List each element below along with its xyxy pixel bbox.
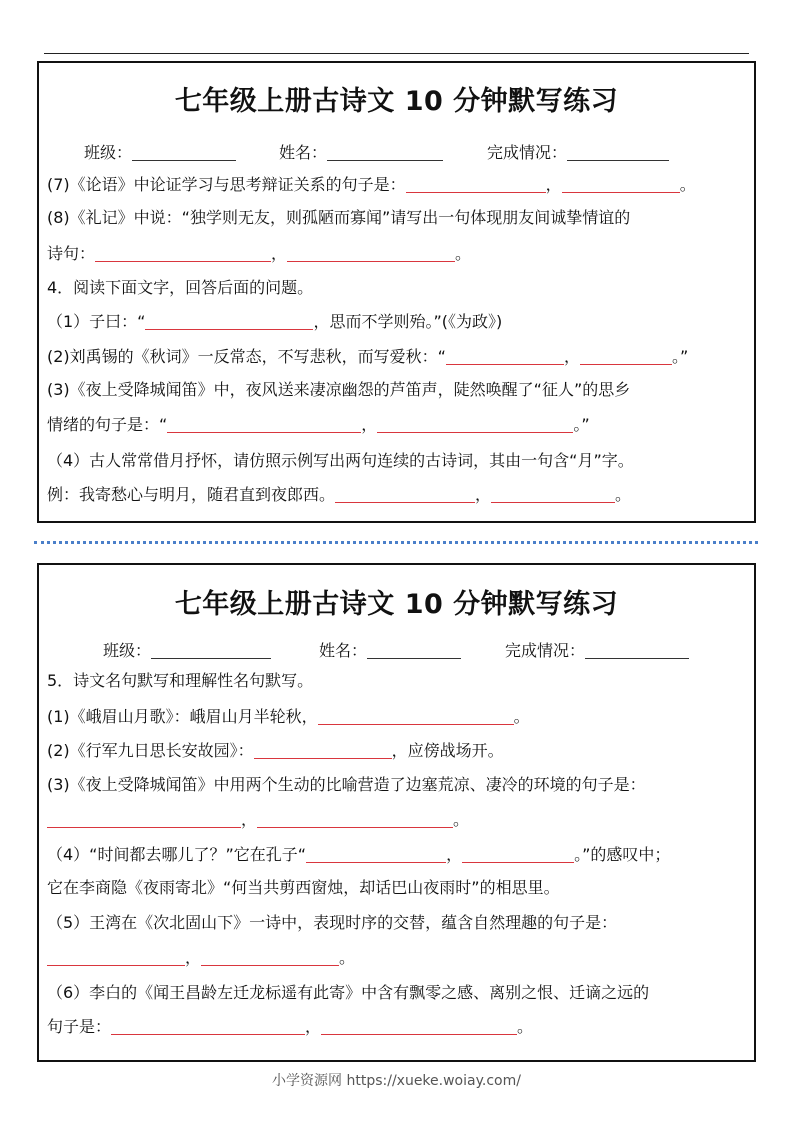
status-blank[interactable]: [585, 642, 689, 659]
question-4-3-line-1: (3)《夜上受降城闻笛》中，夜风送来凄凉幽怨的芦笛声，陡然唤醒了“征人”的思乡: [47, 380, 631, 399]
worksheet-panel-2: [37, 563, 756, 1062]
question-4-1: （1）子曰：“ ，思而不学则殆。”(《为政》): [47, 312, 503, 331]
name-blank[interactable]: [327, 144, 443, 161]
status-blank[interactable]: [567, 144, 669, 161]
question-5-6-line-1: （6）李白的《闻王昌龄左迁龙标遥有此寄》中含有飘零之感、离别之恨、迁谪之远的: [47, 983, 650, 1002]
class-field[interactable]: 班级：: [103, 638, 271, 661]
answer-blank[interactable]: [406, 176, 546, 193]
question-5-4-line-2: 它在李商隐《夜雨寄北》“何当共剪西窗烛，却话巴山夜雨时”的相思里。: [47, 878, 560, 897]
answer-blank[interactable]: [318, 708, 514, 725]
answer-blank[interactable]: [257, 811, 453, 828]
answer-blank[interactable]: [446, 348, 564, 365]
question-5-4-line-1: （4）“时间都去哪儿了？”它在孔子“ ， 。”的感叹中；: [47, 845, 671, 864]
answer-blank[interactable]: [335, 486, 475, 503]
answer-blank[interactable]: [201, 949, 339, 966]
answer-blank[interactable]: [306, 846, 446, 863]
answer-blank[interactable]: [287, 245, 455, 262]
answer-blank[interactable]: [95, 245, 271, 262]
name-field[interactable]: 姓名：: [319, 638, 461, 661]
question-5-2: (2)《行军九日思长安故园》： ，应傍战场开。: [47, 741, 504, 760]
top-rule: [44, 53, 749, 54]
answer-blank[interactable]: [491, 486, 615, 503]
question-5-5-line-1: （5）王湾在《次北固山下》一诗中，表现时序的交替，蕴含自然理趣的句子是：: [47, 913, 618, 932]
question-4-3-line-2: 情绪的句子是：“ ， 。”: [47, 415, 590, 434]
question-5-1: (1)《峨眉山月歌》：峨眉山月半轮秋， 。: [47, 707, 530, 726]
question-8-line-2: 诗句： ， 。: [47, 244, 472, 263]
page-title: 七年级上册古诗文 10 分钟默写练习: [174, 589, 619, 620]
status-field[interactable]: 完成情况：: [505, 638, 689, 661]
answer-blank[interactable]: [580, 348, 672, 365]
name-blank[interactable]: [367, 642, 461, 659]
dotted-divider: [34, 541, 758, 544]
question-5-6-line-2: 句子是： ， 。: [47, 1017, 534, 1036]
answer-blank[interactable]: [462, 846, 574, 863]
answer-blank[interactable]: [321, 1018, 517, 1035]
question-7: (7)《论语》中论证学习与思考辩证关系的句子是： ， 。: [47, 175, 696, 194]
answer-blank[interactable]: [47, 949, 185, 966]
status-field[interactable]: 完成情况：: [487, 140, 669, 163]
class-blank[interactable]: [132, 144, 236, 161]
answer-blank[interactable]: [562, 176, 680, 193]
question-4-2: (2)刘禹锡的《秋词》一反常态，不写悲秋，而写爱秋：“ ， 。”: [47, 347, 689, 366]
question-4-4-line-1: （4）古人常常借月抒怀，请仿照示例写出两句连续的古诗词，其由一句含“月”字。: [47, 451, 634, 470]
class-field[interactable]: 班级：: [84, 140, 236, 163]
section-4-heading: 4．阅读下面文字，回答后面的问题。: [47, 278, 314, 297]
footer-watermark: 小学资源网 https://xueke.woiay.com/: [272, 1073, 521, 1089]
question-8-line-1: (8)《礼记》中说：“独学则无友，则孤陋而寡闻”请写出一句体现朋友间诚挚情谊的: [47, 208, 631, 227]
question-5-3-line-1: (3)《夜上受降城闻笛》中用两个生动的比喻营造了边塞荒凉、凄冷的环境的句子是：: [47, 775, 646, 794]
worksheet-panel-1: [37, 61, 756, 523]
answer-blank[interactable]: [145, 313, 313, 330]
question-5-3-line-2: ， 。: [47, 810, 469, 830]
class-blank[interactable]: [151, 642, 271, 659]
page-title: 七年级上册古诗文 10 分钟默写练习: [174, 86, 619, 117]
question-5-5-line-2: ， 。: [47, 948, 355, 968]
section-5-heading: 5．诗文名句默写和理解性名句默写。: [47, 671, 314, 690]
answer-blank[interactable]: [111, 1018, 305, 1035]
answer-blank[interactable]: [377, 416, 573, 433]
answer-blank[interactable]: [47, 811, 241, 828]
answer-blank[interactable]: [254, 742, 392, 759]
name-field[interactable]: 姓名：: [279, 140, 443, 163]
answer-blank[interactable]: [167, 416, 361, 433]
question-4-4-line-2: 例：我寄愁心与明月，随君直到夜郎西。 ， 。: [47, 485, 632, 504]
